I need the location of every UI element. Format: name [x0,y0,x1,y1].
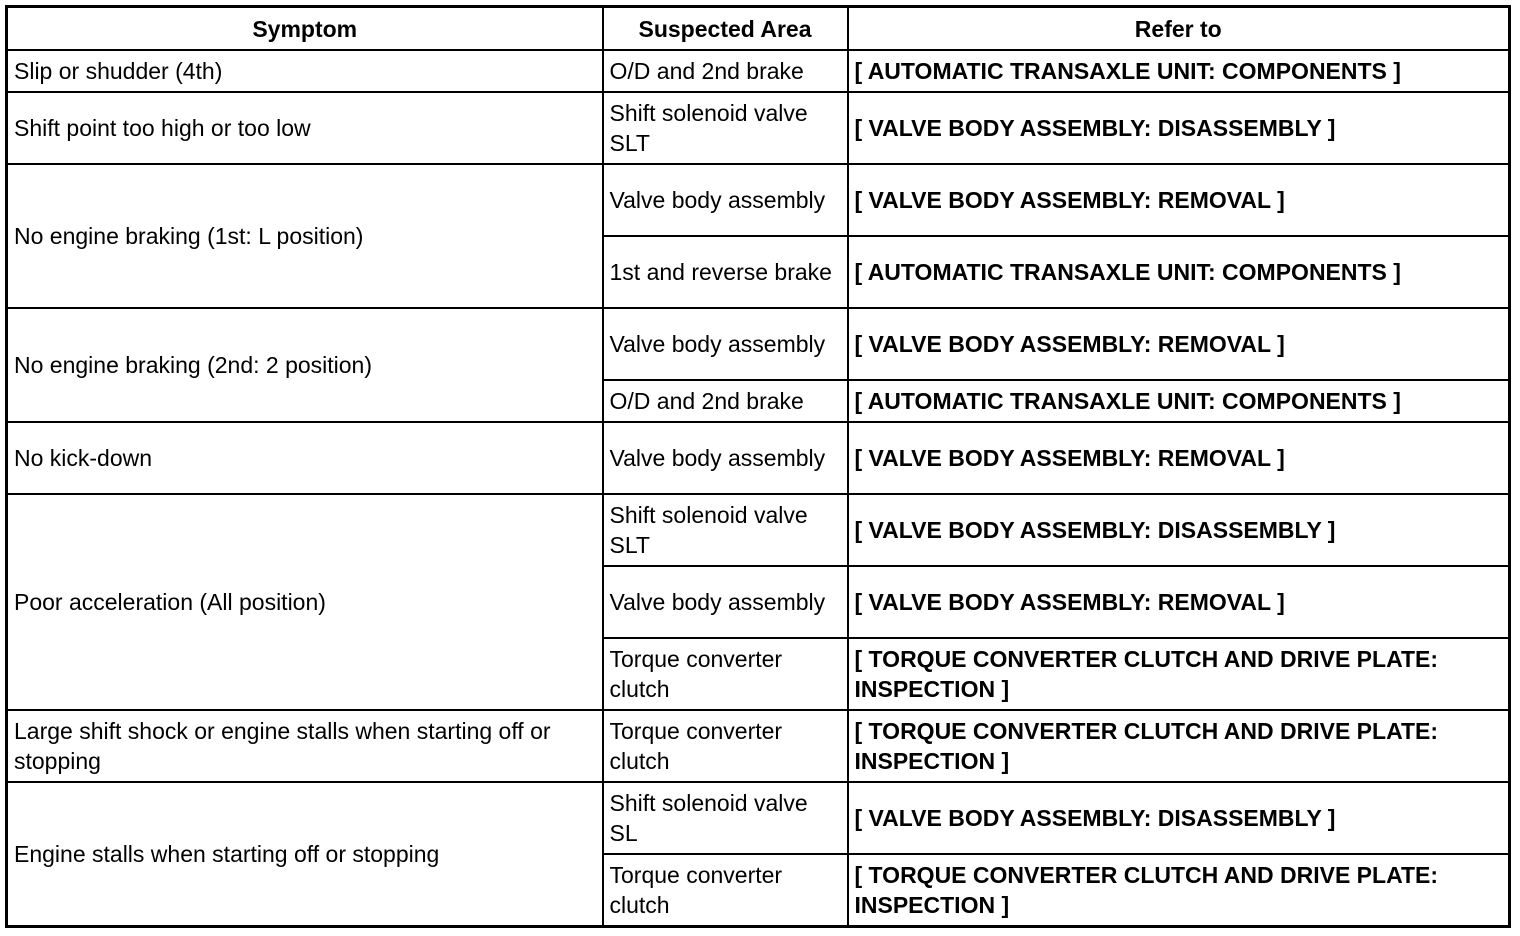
symptom-cell: Shift point too high or too low [7,92,603,164]
refer-to-link[interactable]: [ TORQUE CONVERTER CLUTCH AND DRIVE PLATE: INSPECTION ] [848,638,1510,710]
suspected-area-cell: Torque converter clutch [603,710,848,782]
symptom-cell: No engine braking (1st: L position) [7,164,603,308]
table-row [7,50,1510,92]
suspected-area-cell: Shift solenoid valve SL [603,782,848,854]
suspected-area-cell: O/D and 2nd brake [603,50,848,92]
refer-to-link[interactable]: [ TORQUE CONVERTER CLUTCH AND DRIVE PLATE: INSPECTION ] [848,710,1510,782]
table-row [7,164,1510,236]
header-row [7,7,1510,51]
symptom-cell: Poor acceleration (All position) [7,494,603,710]
symptom-cell: No engine braking (2nd: 2 position) [7,308,603,422]
symptom-cell: Slip or shudder (4th) [7,50,603,92]
troubleshooting-table [5,5,1511,928]
header-refer-to: Refer to [848,7,1510,51]
refer-to-link[interactable]: [ AUTOMATIC TRANSAXLE UNIT: COMPONENTS ] [848,236,1510,308]
refer-to-link[interactable]: [ VALVE BODY ASSEMBLY: REMOVAL ] [848,422,1510,494]
refer-to-link[interactable]: [ AUTOMATIC TRANSAXLE UNIT: COMPONENTS ] [848,50,1510,92]
suspected-area-cell: Torque converter clutch [603,854,848,927]
suspected-area-cell: Torque converter clutch [603,638,848,710]
refer-to-link[interactable]: [ VALVE BODY ASSEMBLY: REMOVAL ] [848,566,1510,638]
table-row [7,422,1510,494]
suspected-area-cell: Valve body assembly [603,422,848,494]
symptom-cell: Large shift shock or engine stalls when starting off or stopping [7,710,603,782]
refer-to-link[interactable]: [ VALVE BODY ASSEMBLY: DISASSEMBLY ] [848,494,1510,566]
symptom-cell: Engine stalls when starting off or stopping [7,782,603,927]
table-row [7,308,1510,380]
symptom-cell: No kick-down [7,422,603,494]
suspected-area-cell: 1st and reverse brake [603,236,848,308]
refer-to-link[interactable]: [ VALVE BODY ASSEMBLY: DISASSEMBLY ] [848,782,1510,854]
refer-to-link[interactable]: [ VALVE BODY ASSEMBLY: REMOVAL ] [848,308,1510,380]
table-row [7,494,1510,566]
refer-to-link[interactable]: [ VALVE BODY ASSEMBLY: DISASSEMBLY ] [848,92,1510,164]
table-row [7,710,1510,782]
suspected-area-cell: Valve body assembly [603,164,848,236]
refer-to-link[interactable]: [ TORQUE CONVERTER CLUTCH AND DRIVE PLATE: INSPECTION ] [848,854,1510,927]
suspected-area-cell: Shift solenoid valve SLT [603,494,848,566]
suspected-area-cell: Valve body assembly [603,566,848,638]
table-row [7,782,1510,854]
table-row [7,92,1510,164]
header-suspected-area: Suspected Area [603,7,848,51]
suspected-area-cell: Shift solenoid valve SLT [603,92,848,164]
header-symptom: Symptom [7,7,603,51]
suspected-area-cell: O/D and 2nd brake [603,380,848,422]
refer-to-link[interactable]: [ AUTOMATIC TRANSAXLE UNIT: COMPONENTS ] [848,380,1510,422]
refer-to-link[interactable]: [ VALVE BODY ASSEMBLY: REMOVAL ] [848,164,1510,236]
suspected-area-cell: Valve body assembly [603,308,848,380]
